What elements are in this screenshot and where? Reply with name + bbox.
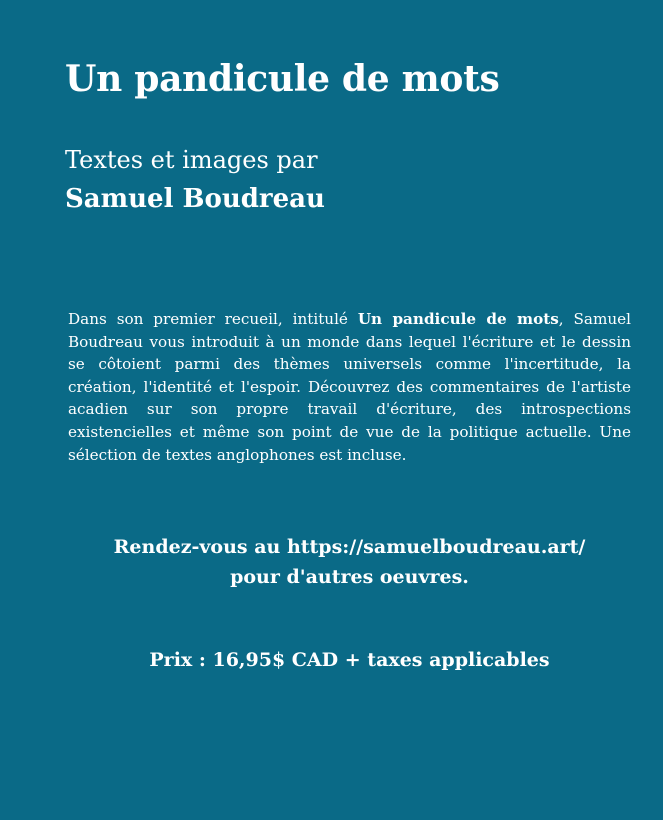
- byline-prefix: Textes et images par: [65, 146, 318, 174]
- price-label: Prix : 16,95$ CAD + taxes applicables: [149, 649, 550, 671]
- cta-website-line: Rendez-vous au https://samuelboudreau.art/: [113, 536, 586, 558]
- description-intro: Dans son premier recueil, intitulé: [68, 310, 358, 328]
- description-body: , Samuel Boudreau vous introduit à un monde dans lequel l'écriture et le dessin se côtoient parmi des thèmes universels comme l'incertitude, la création, l'identité et l'espoir. Découvrez des commentaires de l'artiste acadien sur son propre travail d'écriture, des introspections existencielles et même son point de vue de la politique actuelle. Une sélection de textes anglophones est incluse.: [68, 310, 631, 464]
- website-call-to-action: [68, 532, 631, 592]
- author-name: Samuel Boudreau: [65, 184, 325, 214]
- book-description: [68, 308, 631, 466]
- cta-more-works-line: pour d'autres oeuvres.: [230, 566, 469, 588]
- book-title: Un pandicule de mots: [65, 58, 500, 100]
- description-book-title: Un pandicule de mots: [357, 310, 559, 328]
